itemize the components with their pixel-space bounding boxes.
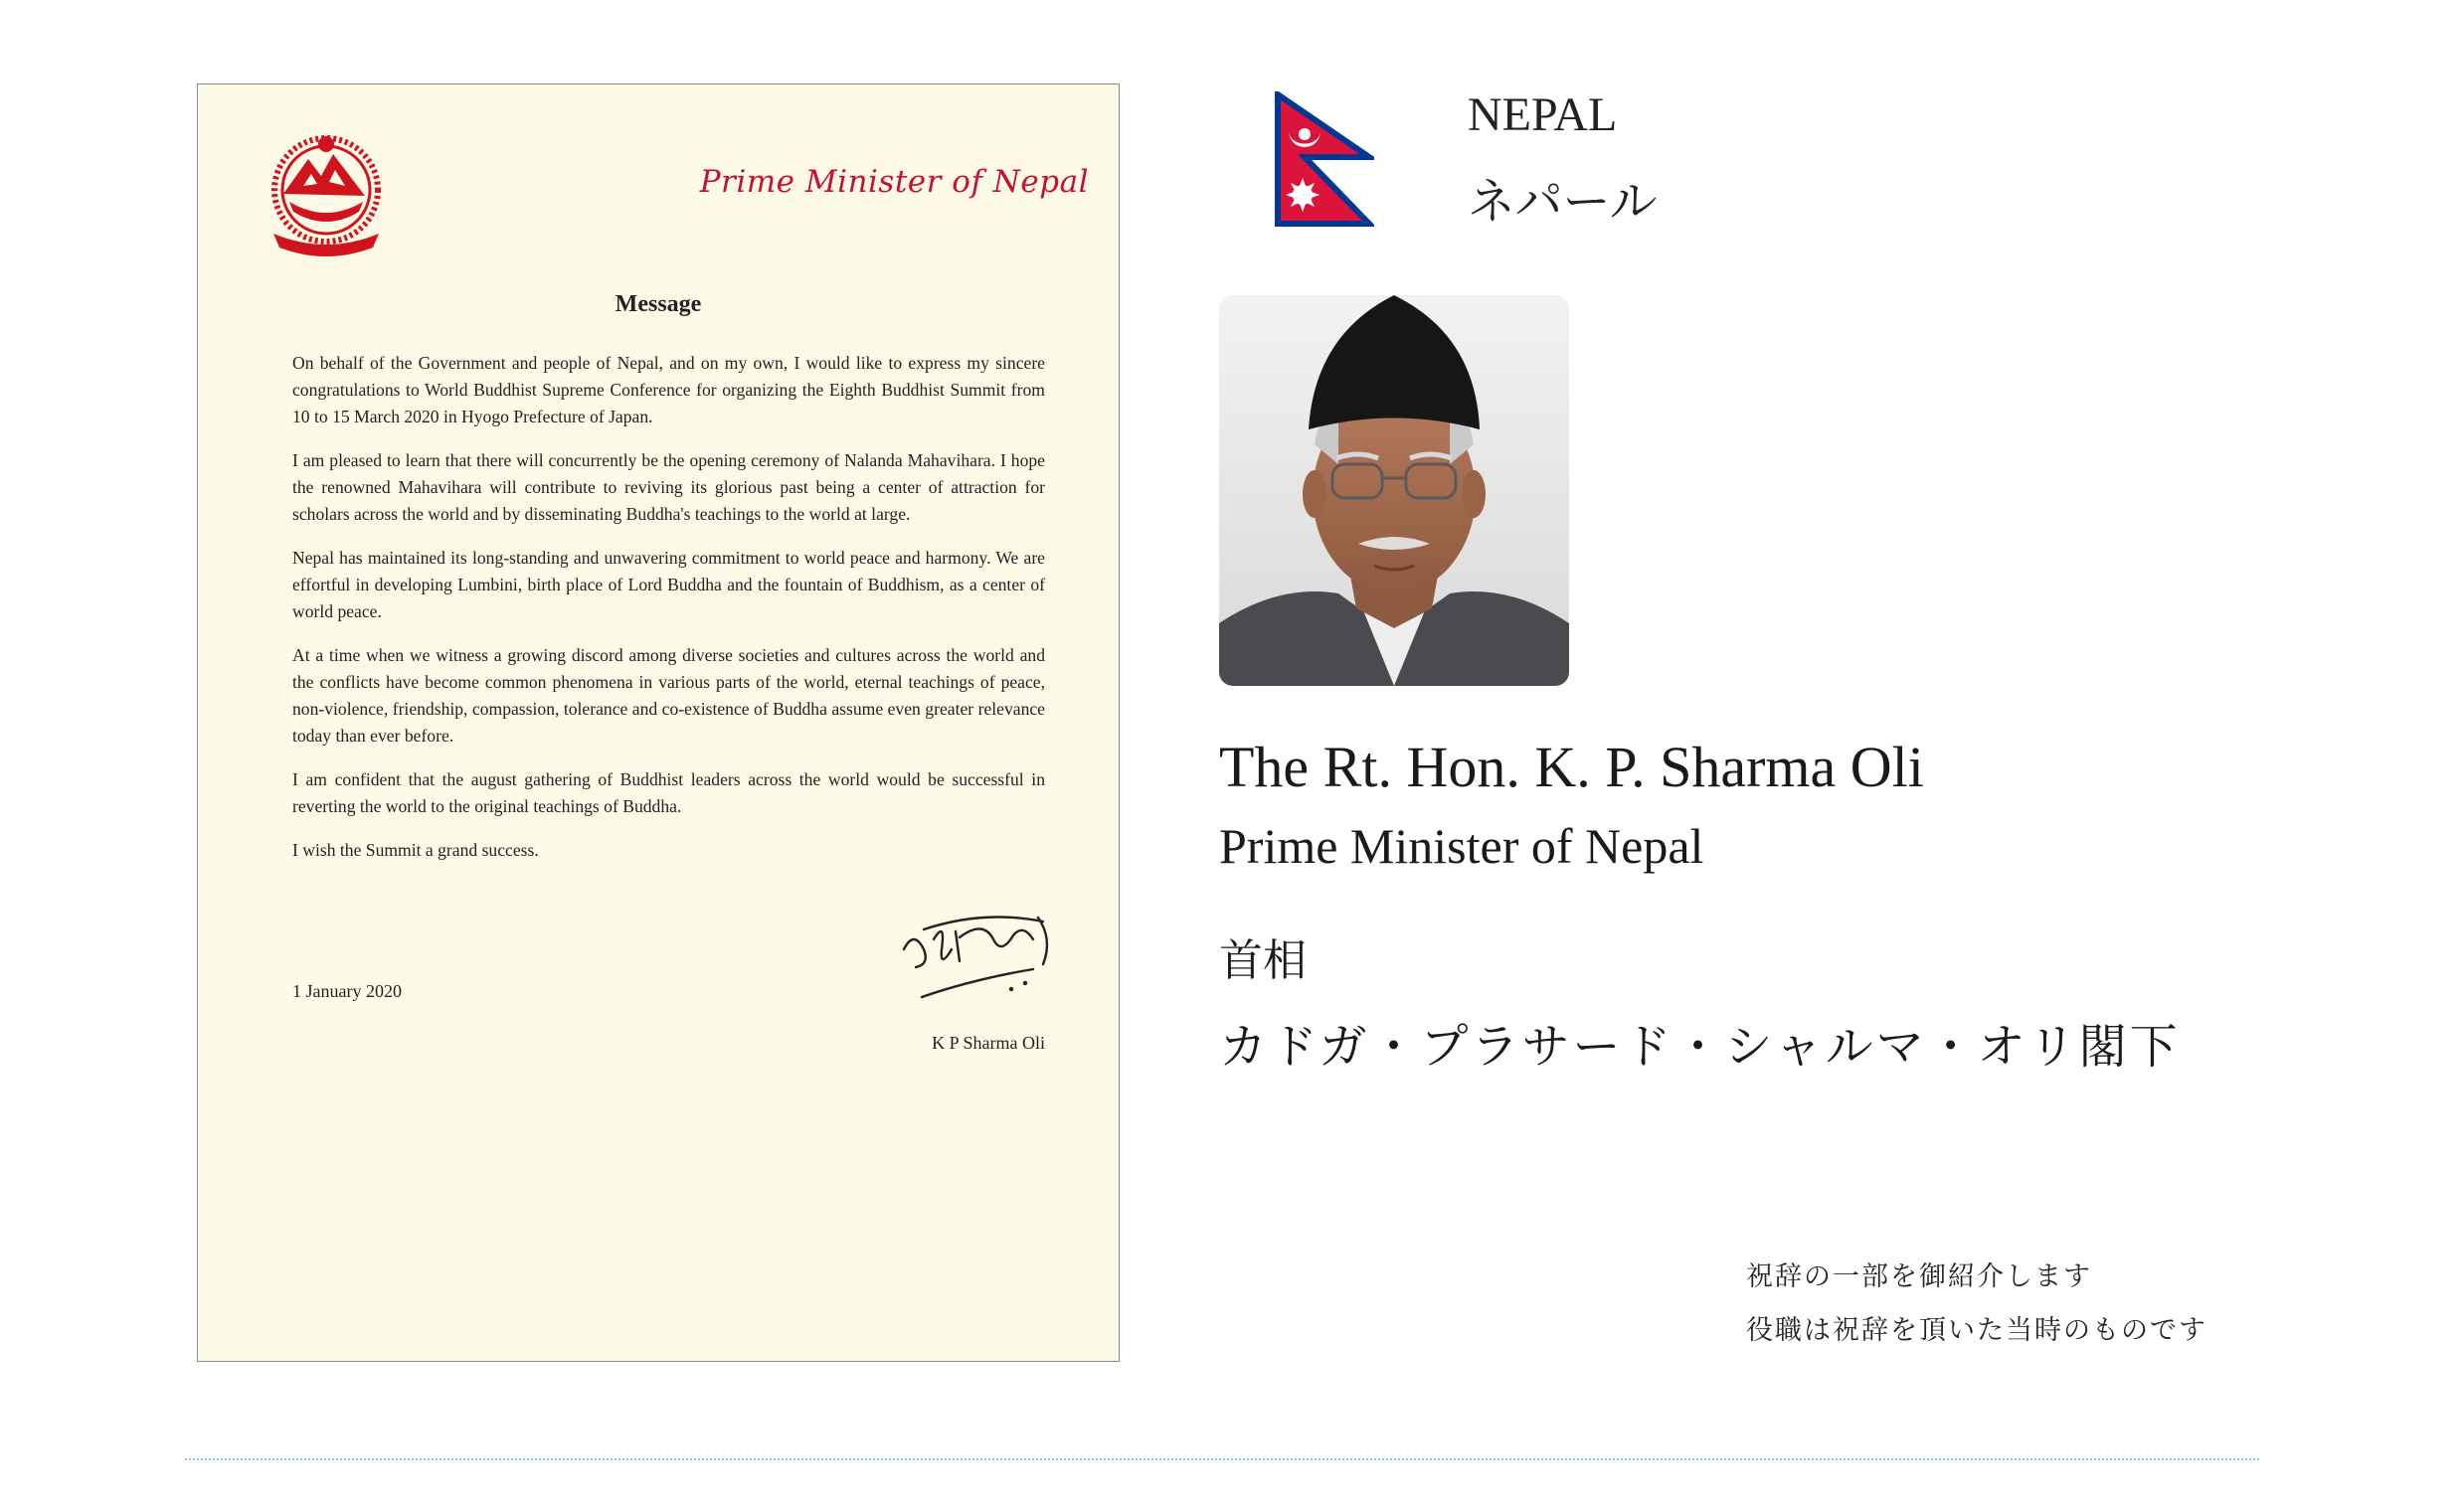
message-body	[292, 350, 1045, 881]
message-paragraph: At a time when we witness a growing discord among diverse societies and cultures across the world and the conflicts have become common phenomena in various parts of the world, eternal teachings of peace, non-violence, friendship, compassion, tolerance and co-existence of Buddha assume even greater relevance today than ever before.	[292, 645, 1045, 746]
person-name-ja: カドガ・プラサード・シャルマ・オリ閣下	[1219, 1019, 2181, 1075]
signer-name: K P Sharma Oli	[932, 1033, 1045, 1053]
message-paragraph: I am confident that the august gathering of Buddhist leaders across the world would be successful in reverting the world to the original teachings of Buddha.	[292, 769, 1045, 816]
message-paragraph: I wish the Summit a grand success.	[292, 840, 539, 860]
note-title-time: 役職は祝辞を頂いた当時のものです	[1746, 1315, 2207, 1346]
portrait-photo	[1219, 295, 1569, 686]
letterhead-title: Prime Minister of Nepal	[699, 164, 1089, 200]
country-name-ja: ネパール	[1468, 174, 1658, 230]
message-letter	[197, 84, 1120, 1362]
letter-date: 1 January 2020	[292, 981, 402, 1001]
nepal-emblem-icon	[254, 124, 399, 258]
dotted-divider	[185, 1458, 2259, 1460]
country-name-en: NEPAL	[1468, 88, 1618, 141]
message-title: Message	[615, 291, 702, 317]
person-title-en: Prime Minister of Nepal	[1219, 818, 1704, 874]
nepal-flag-icon	[1275, 91, 1374, 227]
person-name-en: The Rt. Hon. K. P. Sharma Oli	[1219, 735, 1924, 799]
person-title-ja: 首相	[1219, 935, 1307, 986]
note-excerpt: 祝辞の一部を御紹介します	[1746, 1261, 2092, 1292]
message-paragraph: Nepal has maintained its long-standing and unwavering commitment to world peace and harmony. We are effortful in developing Lumbini, birth place of Lord Buddha and the fountain of Buddhism, as a center of world peace.	[292, 548, 1045, 621]
signature-icon	[894, 910, 1063, 1009]
portrait-illustration	[1219, 295, 1569, 686]
message-paragraph: On behalf of the Government and people of Nepal, and on my own, I would like to express my sincere congratulations to World Buddhist Supreme Conference for organizing the Eighth Buddhist Summit from 10 to 15 March 2020 in Hyogo Prefecture of Japan.	[292, 353, 1045, 426]
message-paragraph: I am pleased to learn that there will concurrently be the opening ceremony of Nalanda Mahavihara. I hope the renowned Mahavihara will contribute to reviving its glorious past being a center of attraction for scholars across the world and by disseminating Buddha's teachings to the world at large.	[292, 450, 1045, 524]
